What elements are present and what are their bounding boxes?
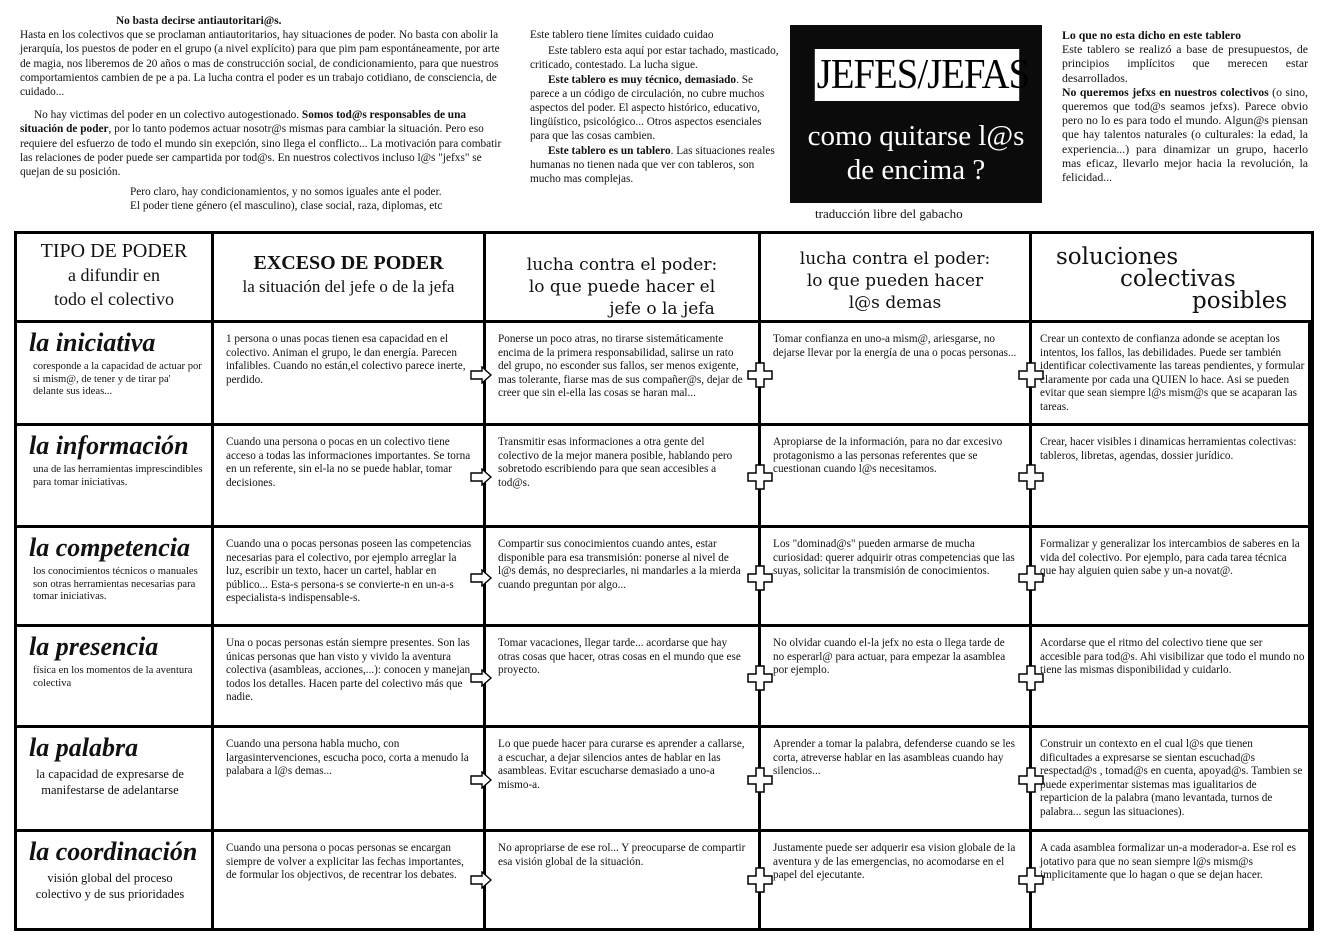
- plus-icon: [1018, 767, 1044, 793]
- soluciones-text: Crear un contexto de confianza adonde se aceptan los intentos, los fallos, las debilidades. Puede ser también identificar colectivamente las tareas pendientes, y formular claramente por cada una QUIEN lo hace. Asi se pueden evitar que sean siempre l@s mism@s que se acaparan las tareas.: [1040, 333, 1305, 413]
- header-demas-line3: l@s demas: [848, 293, 942, 313]
- header-jefe: [486, 234, 761, 320]
- subtitle-line2: de encima ?: [846, 154, 986, 186]
- header-soluciones-line2: colectivas: [1120, 266, 1236, 292]
- intro-mid-line4b: . Las situaciones reales humanas no tienen nada que ver con tableros, son mucho mas complejas.: [530, 144, 775, 186]
- power-type-cell: [17, 832, 214, 928]
- header-demas: [761, 234, 1032, 320]
- intro-right-para1: Este tablero se realizó a base de presupuestos, de principios implícitos que merecen estar desarrollados.: [1062, 42, 1308, 85]
- table-row: [17, 426, 1311, 528]
- jefe-text: No apropriarse de ese rol... Y preocuparse de compartir esa visión global de la situación.: [498, 842, 746, 868]
- power-type-cell: [17, 528, 214, 624]
- power-type-cell: [17, 426, 214, 525]
- exceso-cell: [214, 323, 486, 423]
- exceso-cell: [214, 426, 486, 525]
- soluciones-cell: [1032, 728, 1311, 829]
- power-table: [14, 231, 1314, 931]
- power-type-title: la palabra: [29, 733, 139, 762]
- demas-text: Los "dominad@s" pueden armarse de mucha curiosidad: querer adquirir otras competencias que las suyas, solicitar la transmisión de conocimientos.: [773, 538, 1015, 578]
- exceso-text: Cuando una persona habla mucho, con largasintervenciones, escucha poco, corta a menudo la palabara a l@s demas...: [226, 738, 469, 778]
- intro-left-para3: Pero claro, hay condicionamientos, y no somos iguales ante el poder.: [130, 186, 442, 199]
- intro-left-para2: [20, 108, 508, 179]
- demas-cell: [761, 528, 1032, 624]
- soluciones-cell: [1032, 528, 1311, 624]
- demas-text: Justamente puede ser adquerir esa vision globale de la aventura y de las emergencias, no acomodarse en el papel del ejecutante.: [773, 842, 1016, 882]
- power-type-title: la competencia: [29, 533, 191, 562]
- header-type-line3: todo el colectivo: [54, 289, 174, 309]
- header-exceso-line2: la situación del jefe o de la jefa: [242, 277, 455, 296]
- intro-left-para2a: No hay victimas del poder en un colectivo autogestionado.: [34, 109, 302, 122]
- power-type-title: la presencia: [29, 632, 159, 661]
- power-type-cell: [17, 627, 214, 725]
- header-exceso-line1: EXCESO DE PODER: [253, 252, 444, 274]
- demas-text: Tomar confianza en uno-a mism@, ariesgarse, no dejarse llevar por la energía de una o pocas personas...: [773, 333, 1017, 359]
- header-demas-line1: lucha contra el poder:: [799, 249, 991, 269]
- jefe-cell: [486, 426, 761, 525]
- power-type-title: la iniciativa: [29, 328, 156, 357]
- header-row: [17, 234, 1311, 323]
- exceso-cell: [214, 627, 486, 725]
- soluciones-text: Crear, hacer visibles i dinamicas herramientas colectivas: tableros, libretas, agendas, dossier jurídico.: [1040, 436, 1297, 462]
- intro-mid: [530, 28, 782, 186]
- intro-left-title: No basta decirse antiautoritari@s.: [116, 15, 282, 27]
- soluciones-text: Construir un contexto en el cual l@s que tienen dificultades a expresarse se sientan escuchad@s respectad@s , tomad@s en cuenta, apoyad@s. Tambien se puede experimentar sistemas mas igualitarios de reparticion de la palabra (mano levantada, turnos de palabra... segun las situaciones).: [1040, 738, 1303, 818]
- intro-mid-line2: Este tablero esta aquí por estar tachado, masticado, criticado, contestado. La lucha sigue.: [530, 45, 779, 72]
- table-row: [17, 528, 1311, 627]
- intro-mid-line1: Este tablero tiene límites cuidado cuidao: [530, 29, 714, 41]
- demas-text: No olvidar cuando el-la jefx no esta o llega tarde de no esperarl@ para actuar, para empezar la asamblea por ejemplo.: [773, 637, 1006, 677]
- jefe-text: Compartir sus conocimientos cuando antes, estar disponible para esa transmisión: ponerse al nivel de l@s demás, no despreciarles, ni mandarles a la mierda cuando preguntan por algo...: [498, 538, 741, 591]
- soluciones-text: Formalizar y generalizar los intercambios de saberes en la vida del colectivo. Por ejemplo, para cada tarea técnica que hay alguien quien sabe y un-a novat@.: [1040, 538, 1300, 578]
- intro-mid-line4: [530, 144, 782, 187]
- subtitle-line1: como quitarse l@s: [807, 120, 1025, 152]
- jefe-cell: [486, 528, 761, 624]
- power-type-desc: visión global del proceso colectivo y de sus prioridades: [35, 871, 185, 901]
- intro-left-para2c: , por lo tanto podemos actuar nosotr@s mismas para cambiar la situación. Pero eso requiere del esfuerzo de todo el mundo sin exepción, sino llega el conflicto... La motivación para combatir las relaciones de poder puede ser campartida por tod@s. En nuestros colectivos incluso l@s "jefxs" se quejan de su posición.: [20, 123, 502, 179]
- demas-cell: [761, 426, 1032, 525]
- table-row: [17, 627, 1311, 728]
- jefe-cell: [486, 323, 761, 423]
- arrow-right-icon: [470, 771, 492, 789]
- exceso-text: Cuando una o pocas personas poseen las competencias necesarias para el colectivo, por ejemplo arreglar la luz, escribir un texto, hacer un cartel, hablar en público... Esta-s persona-s se convierte-n en un-a-s especialista-s indispensable-s.: [226, 538, 472, 605]
- soluciones-cell: [1032, 832, 1311, 928]
- table-row: [17, 323, 1311, 426]
- header-exceso: [214, 234, 486, 320]
- plus-icon: [747, 565, 773, 591]
- arrow-right-icon: [470, 468, 492, 486]
- plus-icon: [1018, 665, 1044, 691]
- exceso-cell: [214, 728, 486, 829]
- title-box: [790, 25, 1042, 203]
- intro-mid-line4a: Este tablero es un tablero: [548, 144, 671, 157]
- power-type-title: la información: [29, 431, 189, 460]
- exceso-text: Una o pocas personas están siempre presentes. Son las únicas personas que han visto y vivido la aventura colectiva (asambleas, acciones,...): conocen y manejan todos los detalles. Hacen parte del colectivo más que nadie.: [226, 637, 471, 704]
- intro-right: [1062, 28, 1308, 184]
- power-type-desc: la capacidad de expresarse de manifestarse de adelantarse: [36, 767, 184, 797]
- exceso-text: Cuando una persona o pocas en un colectivo tiene acceso a todas las informaciones importantes. Se torna en un referente, sin el-la no se puede hablar, tomar decisiones.: [226, 436, 471, 489]
- header-soluciones-line3: posibles: [1192, 288, 1288, 314]
- jefe-text: Lo que puede hacer para curarse es aprender a callarse, a escuchar, a dejar silencios antes de hablar en las asambleas. Evitar escucharse demasiado a uno-a mismo-a.: [498, 738, 745, 791]
- power-type-cell: [17, 323, 214, 423]
- header-soluciones-line1: soluciones: [1056, 244, 1179, 270]
- header-jefe-line3: jefe o la jefa: [609, 299, 715, 319]
- soluciones-cell: [1032, 323, 1311, 423]
- header-type-line2: a difundir en: [68, 265, 160, 285]
- intro-left: [20, 14, 508, 214]
- intro-right-para2: [1062, 85, 1308, 184]
- intro-right-title: Lo que no esta dicho en este tablero: [1062, 28, 1242, 42]
- intro-mid-line3a: Este tablero es muy técnico, demasiado: [548, 73, 737, 86]
- plus-icon: [747, 867, 773, 893]
- plus-icon: [1018, 464, 1044, 490]
- exceso-cell: [214, 832, 486, 928]
- header-type-line1: TIPO DE PODER: [40, 240, 188, 262]
- power-type-title: la coordinación: [29, 837, 198, 866]
- exceso-cell: [214, 528, 486, 624]
- arrow-right-icon: [470, 669, 492, 687]
- soluciones-cell: [1032, 426, 1311, 525]
- header-type: [17, 234, 214, 320]
- power-type-desc: una de las herramientas imprescindibles para tomar iniciativas.: [33, 464, 203, 488]
- jefe-cell: [486, 832, 761, 928]
- power-type-desc: física en los momentos de la aventura colectiva: [33, 665, 193, 689]
- power-type-desc: los conocimientos técnicos o manuales son otras herramientas necesarias para tomar iniciativas.: [33, 566, 198, 602]
- credit: traducción libre del gabacho: [815, 206, 963, 221]
- demas-text: Apropiarse de la información, para no dar excesivo protagonismo a las personas referentes que se cuestionan cuando l@s necesitamos.: [773, 436, 1003, 476]
- plus-icon: [747, 665, 773, 691]
- plus-icon: [1018, 362, 1044, 388]
- intro-left-para1: Hasta en los colectivos que se proclaman antiautoritarios, hay situaciones de poder. No basta con abolir la jerarquía, los puestos de poder en el grupo (a nivel explícito) para que pim pam espontáneamente, por arte de magia, nos liberemos de 20 años o mas de construcción social, de condicionamiento, para que nuestros comportamientos cambien de pe a pa. La lucha contra el poder es un trabajo cotidiano, de consciencia, de cuidado...: [20, 29, 500, 99]
- plus-icon: [747, 767, 773, 793]
- arrow-right-icon: [470, 569, 492, 587]
- plus-icon: [1018, 565, 1044, 591]
- soluciones-text: A cada asamblea formalizar un-a moderador-a. Ese rol es jotativo para que no sean siempre l@s mism@s implicitamente que lo hagan o que se dejan hacer.: [1040, 842, 1297, 882]
- main-title: JEFES/JEFAS: [815, 49, 1019, 101]
- arrow-right-icon: [470, 366, 492, 384]
- exceso-text: 1 persona o unas pocas tienen esa capacidad en el colectivo. Animan el grupo, le dan energía. Parecen infalibles. Cuando no están,el colectivo parece inerte, perdido.: [226, 333, 466, 386]
- intro-left-para2b: Somos tod@s responsables de una situación de poder: [20, 109, 467, 136]
- demas-cell: [761, 323, 1032, 423]
- header-jefe-line2: lo que puede hacer el: [528, 277, 716, 297]
- header-jefe-line1: lucha contra el poder:: [526, 255, 718, 275]
- intro-mid-line3: [530, 73, 782, 144]
- table-row: [17, 728, 1311, 832]
- header-soluciones: [1032, 234, 1311, 320]
- demas-cell: [761, 832, 1032, 928]
- table-row: [17, 832, 1311, 928]
- jefe-cell: [486, 627, 761, 725]
- demas-cell: [761, 728, 1032, 829]
- jefe-cell: [486, 728, 761, 829]
- power-type-cell: [17, 728, 214, 829]
- jefe-text: Transmitir esas informaciones a otra gente del colectivo de la mejor manera posible, hablando pero sobretodo escribiendo para que sean accesibles a tod@s.: [498, 436, 733, 489]
- jefe-text: Tomar vacaciones, llegar tarde... acordarse que hay otras cosas que hacer, otras cosas en el mundo que ese proyecto.: [498, 637, 741, 677]
- subtitle-block: [790, 119, 1042, 187]
- soluciones-cell: [1032, 627, 1311, 725]
- soluciones-text: Acordarse que el ritmo del colectivo tiene que ser accesible para tod@s. Ahi visibilizar que todo el mundo no tiene las mismas disponibilidad y cuidarlo.: [1040, 637, 1305, 677]
- plus-icon: [1018, 867, 1044, 893]
- power-type-desc: coresponde a la capacidad de actuar por si mism@, de tener y de tirar pa' delante sus ideas...: [33, 361, 202, 397]
- plus-icon: [747, 464, 773, 490]
- demas-text: Aprender a tomar la palabra, defenderse cuando se les corta, atreverse hablar en las asambleas cuando hay silencios...: [773, 738, 1015, 778]
- exceso-text: Cuando una persona o pocas personas se encargan siempre de volver a explicitar las fechas importantes, de formular los objectivos, de recentrar los debates.: [226, 842, 464, 882]
- intro-right-para2b: (o sino, queremos que tod@s seamos jefxs). Parece obvio pero no lo es para todo el mundo. Algun@s piensan que hay talentos naturales (o culturales: la edad, la experiencia...) para dinamizar un grupo, hacerlo mas eficaz, llevarlo mejor hacia la revolución, la felicidad...: [1062, 84, 1309, 185]
- intro-right-para2a: No queremos jefxs en nuestros colectivos: [1062, 84, 1269, 99]
- arrow-right-icon: [470, 871, 492, 889]
- intro-mid-line3b: . Se parece a un código de circulación, no cubre muchos aspectos del poder. El aspecto histórico, educativo, lingüístico, psicológico... Otros aspectos esenciales para que las cosas cambien.: [530, 73, 765, 143]
- demas-cell: [761, 627, 1032, 725]
- plus-icon: [747, 362, 773, 388]
- header-demas-line2: lo que pueden hacer: [806, 271, 984, 291]
- intro-left-para4: El poder tiene género (el masculino), clase social, raza, diplomas, etc: [130, 200, 443, 213]
- jefe-text: Ponerse un poco atras, no tirarse sistemáticamente encima de la primera responsabilidad, salirse un rato del grupo, no esconder sus fallos, ser menos exigente, mas tolerante, fiarse mas de sus compañer@s, dejar de creer que sin el-ella las cosas se haran mal...: [498, 333, 743, 400]
